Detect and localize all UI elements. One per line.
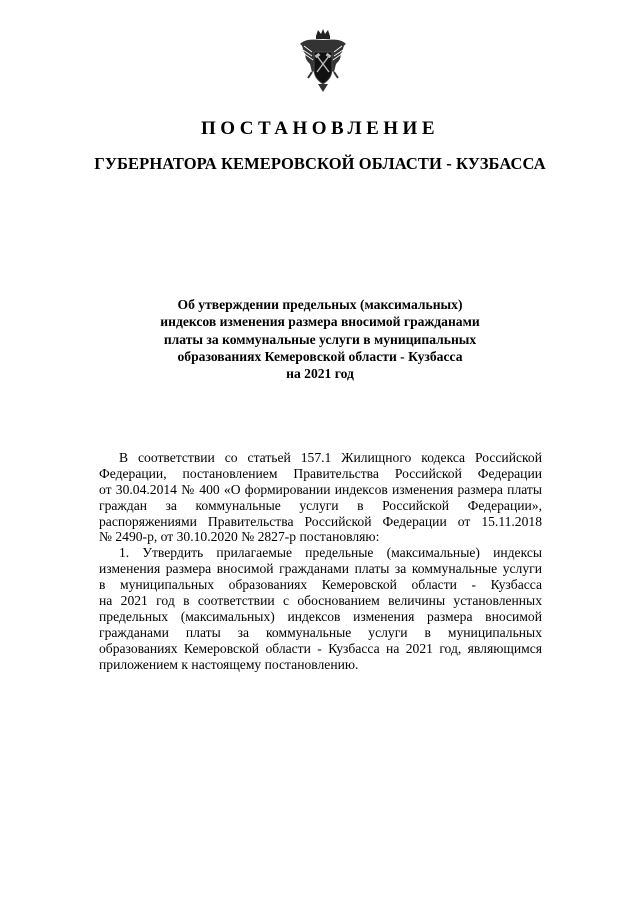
text-line: предельных (максимальных) индексов изменения размера вносимой [99, 608, 542, 624]
text-line: в муниципальных образованиях Кемеровской области - Кузбасса [99, 577, 542, 593]
text-line: граждан за коммунальные услуги в Российской Федерации», [99, 497, 542, 513]
title-line: Об утверждении предельных (максимальных) [177, 297, 463, 312]
text-line: образованиях Кемеровской области - Кузбасса на 2021 год, являющимся [99, 640, 542, 656]
text-line: распоряжениями Правительства Российской Федерации от 15.11.2018 [99, 513, 542, 529]
title-line: индексов изменения размера вносимой гражданами [160, 314, 480, 330]
text-line: приложением к настоящему постановлению. [99, 656, 359, 672]
text-line: на 2021 год в соответствии с обоснованием величины установленных [99, 593, 542, 609]
preamble-paragraph [99, 450, 542, 545]
coat-of-arms-icon [298, 28, 348, 94]
text-line: 1. Утвердить прилагаемые предельные (максимальные) индексы [119, 545, 542, 561]
title-line: на 2021 год [286, 366, 354, 382]
title-line: платы за коммунальные услуги в муниципальных [163, 331, 477, 347]
text-line: В соответствии со статьей 157.1 Жилищного кодекса Российской [119, 450, 542, 465]
text-line: гражданами платы за коммунальные услуги в муниципальных [99, 624, 542, 640]
text-line: изменения размера вносимой гражданами платы за коммунальные услуги [99, 561, 542, 577]
title-line: образованиях Кемеровской области - Кузбасса [177, 348, 463, 364]
text-line: Федерации, постановлением Правительства Российской Федерации [99, 465, 542, 481]
document-title [0, 296, 640, 382]
text-line: № 2490-р, от 30.10.2020 № 2827-р постановляю: [99, 529, 380, 545]
document-type-heading: ПОСТАНОВЛЕНИЕ [200, 118, 440, 139]
clause-1-paragraph [99, 545, 542, 672]
text-line: от 30.04.2014 № 400 «О формировании индексов изменения размера платы [99, 481, 542, 497]
issuing-authority: ГУБЕРНАТОРА КЕМЕРОВСКОЙ ОБЛАСТИ - КУЗБАССА [94, 154, 546, 173]
